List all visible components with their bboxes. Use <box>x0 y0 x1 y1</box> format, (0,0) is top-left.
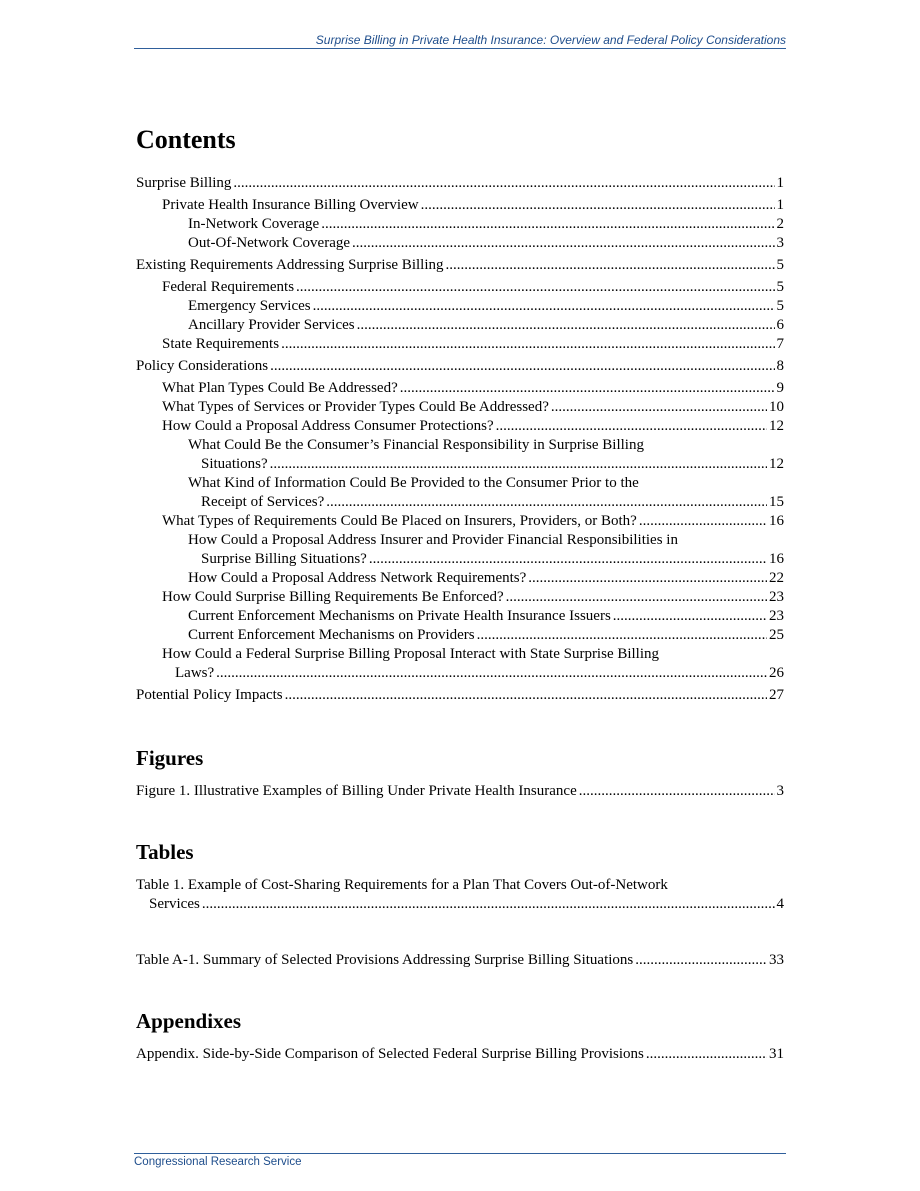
toc-entry-financial-responsibilities[interactable]: How Could a Proposal Address Insurer and Provider Financial Responsibilities in Surprise Billing Situations? ..... 16 <box>136 531 784 569</box>
toc-entry-requirement-types[interactable]: What Types of Requirements Could Be Placed on Insurers, Providers, or Both? ..... 16 <box>136 512 784 531</box>
toc-entry-enforcement-providers[interactable]: Current Enforcement Mechanisms on Providers ..... 25 <box>136 626 784 645</box>
toc-entry-state-requirements[interactable]: State Requirements ..... 7 <box>136 335 784 354</box>
appendix-entry-1[interactable]: Appendix. Side-by-Side Comparison of Selected Federal Surprise Billing Provisions ..... 31 <box>136 1045 784 1064</box>
tables-heading: Tables <box>136 840 194 864</box>
toc-entry-in-network[interactable]: In-Network Coverage ..... 2 <box>136 215 784 234</box>
running-title: Surprise Billing in Private Health Insurance: Overview and Federal Policy Considerations <box>315 33 786 47</box>
tables-list <box>136 876 784 970</box>
toc-entry-ancillary-provider[interactable]: Ancillary Provider Services ..... 6 <box>136 316 784 335</box>
footer-org: Congressional Research Service <box>134 1156 302 1168</box>
toc-entry-emergency-services[interactable]: Emergency Services ..... 5 <box>136 297 784 316</box>
contents-list <box>136 174 784 705</box>
toc-entry-plan-types[interactable]: What Plan Types Could Be Addressed? ..... 9 <box>136 379 784 398</box>
figures-heading: Figures <box>136 746 204 770</box>
toc-entry-state-interaction[interactable]: How Could a Federal Surprise Billing Proposal Interact with State Surprise Billing Laws? ..... 26 <box>136 645 784 683</box>
toc-entry-consumer-financial[interactable]: What Could Be the Consumer’s Financial Responsibility in Surprise Billing Situations? ..... 12 <box>136 436 784 474</box>
table-entry-1[interactable]: Table 1. Example of Cost-Sharing Requirements for a Plan That Covers Out-of-Network Services ..... 4 <box>136 876 784 914</box>
toc-entry-network-requirements[interactable]: How Could a Proposal Address Network Requirements? ..... 22 <box>136 569 784 588</box>
toc-entry-consumer-protections[interactable]: How Could a Proposal Address Consumer Protections? ..... 12 <box>136 417 784 436</box>
toc-entry-service-types[interactable]: What Types of Services or Provider Types Could Be Addressed? ..... 10 <box>136 398 784 417</box>
toc-entry-consumer-information[interactable]: What Kind of Information Could Be Provided to the Consumer Prior to the Receipt of Services? ..... 15 <box>136 474 784 512</box>
table-entry-a1[interactable]: Table A-1. Summary of Selected Provisions Addressing Surprise Billing Situations ..... 33 <box>136 951 784 970</box>
figures-list <box>136 782 784 801</box>
contents-heading: Contents <box>136 125 236 154</box>
page-footer <box>134 1153 786 1168</box>
toc-entry-enforced[interactable]: How Could Surprise Billing Requirements Be Enforced? ..... 23 <box>136 588 784 607</box>
toc-entry-out-of-network[interactable]: Out-Of-Network Coverage ..... 3 <box>136 234 784 253</box>
toc-entry-enforcement-issuers[interactable]: Current Enforcement Mechanisms on Private Health Insurance Issuers ..... 23 <box>136 607 784 626</box>
toc-entry-policy-impacts[interactable]: Potential Policy Impacts ..... 27 <box>136 686 784 705</box>
appendixes-heading: Appendixes <box>136 1009 242 1033</box>
running-header <box>134 33 786 49</box>
toc-entry-billing-overview[interactable]: Private Health Insurance Billing Overview ..... 1 <box>136 196 784 215</box>
figure-entry-1[interactable]: Figure 1. Illustrative Examples of Billing Under Private Health Insurance ..... 3 <box>136 782 784 801</box>
toc-entry-surprise-billing[interactable]: Surprise Billing ..... 1 <box>136 174 784 193</box>
toc-entry-policy-considerations[interactable]: Policy Considerations ..... 8 <box>136 357 784 376</box>
toc-entry-federal-requirements[interactable]: Federal Requirements ..... 5 <box>136 278 784 297</box>
appendixes-list <box>136 1045 784 1064</box>
toc-entry-existing-requirements[interactable]: Existing Requirements Addressing Surprise Billing ..... 5 <box>136 256 784 275</box>
